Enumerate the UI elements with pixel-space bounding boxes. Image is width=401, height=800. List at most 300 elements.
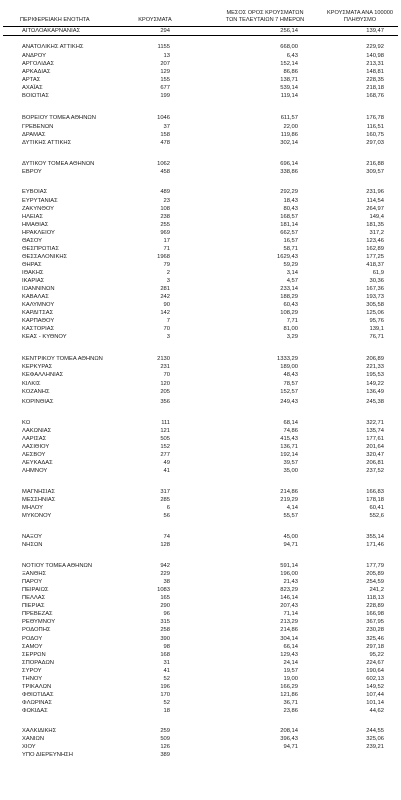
region-name: ΧΙΟΥ: [22, 744, 36, 750]
per-100k-value: 213,31: [366, 61, 384, 67]
table-row: [0, 570, 401, 578]
cases-value: 126: [160, 744, 170, 750]
avg-7day-value: 66,14: [283, 644, 298, 650]
region-name: ΑΝΑΤΟΛΙΚΗΣ ΑΤΤΙΚΗΣ: [22, 44, 84, 50]
table-row: [0, 253, 401, 261]
table-row: [0, 427, 401, 435]
avg-7day-value: 55,57: [283, 513, 298, 519]
header-per-line2: ΠΛΗΘΥΣΜΟ: [343, 17, 377, 23]
region-name: ΡΕΘΥΜΝΟΥ: [22, 619, 56, 625]
avg-7day-value: 23,86: [283, 708, 298, 714]
avg-7day-value: 662,57: [280, 230, 298, 236]
cases-value: 3: [166, 278, 170, 284]
region-name: ΛΗΜΝΟΥ: [22, 468, 48, 474]
cases-value: 290: [160, 603, 170, 609]
cases-value: 70: [163, 326, 170, 332]
per-100k-value: 228,35: [366, 77, 384, 83]
region-name: ΗΡΑΚΛΕΙΟΥ: [22, 230, 55, 236]
table-row: [0, 443, 401, 451]
avg-7day-value: 78,57: [283, 381, 298, 387]
per-100k-value: 241,2: [369, 587, 384, 593]
per-100k-value: 206,89: [366, 356, 384, 362]
region-name: ΗΛΕΙΑΣ: [22, 214, 43, 220]
per-100k-value: 114,54: [366, 198, 384, 204]
cases-value: 6: [166, 505, 170, 511]
region-name: ΣΠΟΡΑΔΩΝ: [22, 660, 54, 666]
cases-value: 1968: [157, 254, 170, 260]
table-row: [0, 197, 401, 205]
table-row: [0, 380, 401, 388]
table-row: [0, 52, 401, 60]
per-100k-value: 193,73: [366, 294, 384, 300]
region-name: ΛΕΣΒΟΥ: [22, 452, 46, 458]
per-100k-value: 229,92: [366, 44, 384, 50]
table-row: [0, 751, 401, 759]
table-row: [0, 325, 401, 333]
cases-value: 231: [160, 364, 170, 370]
cases-value: 389: [160, 752, 170, 758]
region-name: ΝΟΤΙΟΥ ΤΟΜΕΑ ΑΘΗΝΩΝ: [22, 563, 93, 569]
avg-7day-value: 1333,29: [277, 356, 298, 362]
cases-value: 128: [160, 542, 170, 548]
region-name: ΑΡΓΟΛΙΔΑΣ: [22, 61, 55, 67]
per-100k-value: 136,49: [366, 389, 384, 395]
region-name: ΚΟΖΑΝΗΣ: [22, 389, 50, 395]
region-name: ΙΩΑΝΝΙΝΩΝ: [22, 286, 55, 292]
table-row: [0, 496, 401, 504]
per-100k-value: 139,47: [366, 28, 384, 34]
table-row: [0, 317, 401, 325]
cases-value: 317: [160, 489, 170, 495]
region-name: ΣΥΡΟΥ: [22, 668, 42, 674]
per-100k-value: 125,06: [366, 310, 384, 316]
cases-value: 152: [160, 444, 170, 450]
region-name: ΙΚΑΡΙΑΣ: [22, 278, 45, 284]
region-name: ΠΑΡΟΥ: [22, 579, 43, 585]
cases-value: 165: [160, 595, 170, 601]
header-cases: ΚΡΟΥΣΜΑΤΑ: [138, 17, 172, 23]
table-row: [0, 168, 401, 176]
table-row: [0, 131, 401, 139]
region-name: ΚΕΝΤΡΙΚΟΥ ΤΟΜΕΑ ΑΘΗΝΩΝ: [22, 356, 103, 362]
avg-7day-value: 213,29: [280, 619, 298, 625]
table-row: [0, 398, 401, 406]
header-avg-line1: ΜΕΣΟΣ ΟΡΟΣ ΚΡΟΥΣΜΑΤΩΝ: [226, 10, 304, 16]
per-100k-value: 167,36: [366, 286, 384, 292]
table-row: [0, 488, 401, 496]
cases-value: 505: [160, 436, 170, 442]
per-100k-value: 320,47: [366, 452, 384, 458]
region-name: ΚΩ: [22, 420, 31, 426]
cases-value: 242: [160, 294, 170, 300]
per-100k-value: 140,98: [366, 53, 384, 59]
avg-7day-value: 611,57: [280, 115, 298, 121]
avg-7day-value: 71,14: [283, 611, 298, 617]
region-name: ΚΑΣΤΟΡΙΑΣ: [22, 326, 55, 332]
cases-value: 259: [160, 728, 170, 734]
region-name: ΡΟΔΟΥ: [22, 636, 43, 642]
cases-value: 205: [160, 389, 170, 395]
cases-value: 142: [160, 310, 170, 316]
cases-value: 98: [163, 644, 170, 650]
cases-value: 170: [160, 692, 170, 698]
per-100k-value: 322,71: [366, 420, 384, 426]
region-name: ΚΙΛΚΙΣ: [22, 381, 41, 387]
table-row: [0, 293, 401, 301]
avg-7day-value: 192,14: [280, 452, 298, 458]
per-100k-value: 239,21: [366, 744, 384, 750]
cases-value: 1062: [157, 161, 170, 167]
table-row: [0, 213, 401, 221]
cases-value: 120: [160, 381, 170, 387]
cases-value: 285: [160, 497, 170, 503]
region-name: ΣΕΡΡΩΝ: [22, 652, 46, 658]
table-row: [0, 562, 401, 570]
cases-value: 96: [163, 611, 170, 617]
cases-value: 31: [163, 660, 170, 666]
cases-value: 356: [160, 399, 170, 405]
region-name: ΗΜΑΘΙΑΣ: [22, 222, 49, 228]
per-100k-value: 178,18: [366, 497, 384, 503]
region-name: ΜΗΛΟΥ: [22, 505, 43, 511]
table-row: [0, 735, 401, 743]
cases-value: 38: [163, 579, 170, 585]
table-row: [0, 371, 401, 379]
cases-value: 390: [160, 636, 170, 642]
cases-value: 52: [163, 700, 170, 706]
cases-value: 281: [160, 286, 170, 292]
cases-value: 942: [160, 563, 170, 569]
region-name: ΚΕΦΑΛΛΗΝΙΑΣ: [22, 372, 64, 378]
cases-value: 155: [160, 77, 170, 83]
avg-7day-value: 591,14: [280, 563, 298, 569]
avg-7day-value: 219,29: [280, 497, 298, 503]
table-row: [0, 355, 401, 363]
table-row: [0, 245, 401, 253]
per-100k-value: 195,53: [366, 372, 384, 378]
avg-7day-value: 58,71: [283, 246, 298, 252]
region-name: ΤΡΙΚΑΛΩΝ: [22, 684, 52, 690]
per-100k-value: 325,46: [366, 636, 384, 642]
per-100k-value: 230,28: [366, 627, 384, 633]
per-100k-value: 190,64: [366, 668, 384, 674]
avg-7day-value: 214,86: [280, 489, 298, 495]
per-100k-value: 148,81: [366, 69, 384, 75]
region-name: ΕΒΡΟΥ: [22, 169, 42, 175]
table-row: [0, 419, 401, 427]
region-name: ΞΑΝΘΗΣ: [22, 571, 47, 577]
avg-7day-value: 94,71: [283, 542, 298, 548]
per-100k-value: 135,74: [366, 428, 384, 434]
region-name: ΒΟΙΩΤΙΑΣ: [22, 93, 49, 99]
avg-7day-value: 823,29: [280, 587, 298, 593]
avg-7day-value: 668,00: [280, 44, 298, 50]
cases-value: 71: [163, 246, 170, 252]
table-row: [0, 188, 401, 196]
per-100k-value: 107,44: [366, 692, 384, 698]
table-row: [0, 667, 401, 675]
region-name: ΦΩΚΙΔΑΣ: [22, 708, 48, 714]
cases-value: 90: [163, 302, 170, 308]
per-100k-value: 149,52: [366, 684, 384, 690]
table-row: [0, 114, 401, 122]
cases-value: 158: [160, 132, 170, 138]
per-100k-value: 216,88: [366, 161, 384, 167]
region-name: ΔΡΑΜΑΣ: [22, 132, 46, 138]
per-100k-value: 309,57: [366, 169, 384, 175]
avg-7day-value: 189,00: [280, 364, 298, 370]
per-100k-value: 418,37: [366, 262, 384, 268]
avg-7day-value: 146,14: [280, 595, 298, 601]
cases-value: 969: [160, 230, 170, 236]
per-100k-value: 221,33: [366, 364, 384, 370]
table-row: [0, 578, 401, 586]
table-row: [0, 743, 401, 751]
per-100k-value: 166,83: [366, 489, 384, 495]
per-100k-value: 181,35: [366, 222, 384, 228]
per-100k-value: 44,62: [369, 708, 384, 714]
per-100k-value: 171,46: [366, 542, 384, 548]
cases-value: 2130: [157, 356, 170, 362]
per-100k-value: 149,4: [369, 214, 384, 220]
header-avg-line2: ΤΩΝ ΤΕΛΕΥΤΑΙΩΝ 7 ΗΜΕΡΩΝ: [225, 17, 305, 23]
region-name: ΔΥΤΙΚΟΥ ΤΟΜΕΑ ΑΘΗΝΩΝ: [22, 161, 95, 167]
per-100k-value: 177,25: [366, 254, 384, 260]
avg-7day-value: 36,71: [283, 700, 298, 706]
region-name: ΜΕΣΣΗΝΙΑΣ: [22, 497, 56, 503]
region-name: ΠΙΕΡΙΑΣ: [22, 603, 45, 609]
cases-value: 56: [163, 513, 170, 519]
avg-7day-value: 3,14: [286, 270, 298, 276]
table-row: [0, 269, 401, 277]
avg-7day-value: 60,43: [283, 302, 298, 308]
table-row: [0, 123, 401, 131]
cases-value: 70: [163, 372, 170, 378]
region-name: ΖΑΚΥΝΘΟΥ: [22, 206, 55, 212]
cases-value: 111: [161, 420, 170, 426]
table-row: [0, 635, 401, 643]
per-100k-value: 206,81: [366, 460, 384, 466]
table-row: [0, 675, 401, 683]
region-name: ΙΘΑΚΗΣ: [22, 270, 44, 276]
avg-7day-value: 16,57: [283, 238, 298, 244]
per-100k-value: 244,55: [366, 728, 384, 734]
table-row: [0, 683, 401, 691]
table-row: [0, 285, 401, 293]
avg-7day-value: 86,86: [283, 69, 298, 75]
region-name: ΛΑΣΙΘΙΟΥ: [22, 444, 50, 450]
per-100k-value: 254,59: [366, 579, 384, 585]
avg-7day-value: 214,86: [280, 627, 298, 633]
region-name: ΘΑΣΟΥ: [22, 238, 43, 244]
avg-7day-value: 249,43: [280, 399, 298, 405]
per-100k-value: 367,95: [366, 619, 384, 625]
avg-7day-value: 48,43: [283, 372, 298, 378]
region-name: ΜΑΓΝΗΣΙΑΣ: [22, 489, 55, 495]
cases-value: 677: [160, 85, 170, 91]
cases-value: 79: [163, 262, 170, 268]
per-100k-value: 355,14: [366, 534, 384, 540]
table-row: [0, 43, 401, 51]
table-row: [0, 691, 401, 699]
cases-value: 315: [160, 619, 170, 625]
region-name: ΓΡΕΒΕΝΩΝ: [22, 124, 54, 130]
table-row: [0, 459, 401, 467]
table-row: [0, 602, 401, 610]
region-name: ΑΙΤΩΛΟΑΚΑΡΝΑΝΙΑΣ: [22, 28, 81, 34]
cases-value: 294: [160, 28, 170, 34]
per-100k-value: 297,18: [366, 644, 384, 650]
region-name: ΔΥΤΙΚΗΣ ΑΤΤΙΚΗΣ: [22, 140, 72, 146]
table-row: [0, 68, 401, 76]
region-name: ΧΑΝΙΩΝ: [22, 736, 45, 742]
avg-7day-value: 168,57: [280, 214, 298, 220]
avg-7day-value: 3,29: [286, 334, 298, 340]
table-row: [0, 261, 401, 269]
region-name: ΑΧΑΪΑΣ: [22, 85, 43, 91]
per-100k-value: 139,1: [369, 326, 384, 332]
avg-7day-value: 4,57: [286, 278, 298, 284]
table-row: [0, 92, 401, 100]
table-row: [0, 533, 401, 541]
avg-7day-value: 119,86: [280, 132, 298, 138]
cases-value: 229: [160, 571, 170, 577]
cases-value: 129: [160, 69, 170, 75]
per-100k-value: 176,78: [366, 115, 384, 121]
cases-value: 49: [163, 460, 170, 466]
per-100k-value: 30,36: [369, 278, 384, 284]
avg-7day-value: 18,43: [283, 198, 298, 204]
avg-7day-value: 19,00: [283, 676, 298, 682]
table-row: [0, 229, 401, 237]
avg-7day-value: 304,14: [280, 636, 298, 642]
per-100k-value: 264,97: [366, 206, 384, 212]
avg-7day-value: 39,57: [283, 460, 298, 466]
avg-7day-value: 80,43: [283, 206, 298, 212]
region-name: ΥΠΟ ΔΙΕΡΕΥΝΗΣΗ: [22, 752, 73, 758]
table-row: [0, 618, 401, 626]
per-100k-value: 552,6: [369, 513, 384, 519]
per-100k-value: 245,38: [366, 399, 384, 405]
cases-value: 17: [163, 238, 170, 244]
cases-value: 37: [163, 124, 170, 130]
table-row: [0, 237, 401, 245]
table-row: [0, 388, 401, 396]
avg-7day-value: 45,00: [283, 534, 298, 540]
avg-7day-value: 81,00: [283, 326, 298, 332]
region-name: ΑΡΚΑΔΙΑΣ: [22, 69, 51, 75]
table-row: [0, 221, 401, 229]
table-row: [0, 309, 401, 317]
per-100k-value: 297,03: [366, 140, 384, 146]
avg-7day-value: 68,14: [283, 420, 298, 426]
avg-7day-value: 152,14: [280, 61, 298, 67]
cases-value: 74: [163, 534, 170, 540]
cases-value: 52: [163, 676, 170, 682]
per-100k-value: 118,13: [366, 595, 384, 601]
avg-7day-value: 21,43: [283, 579, 298, 585]
avg-7day-value: 22,00: [283, 124, 298, 130]
region-name: ΚΕΡΚΥΡΑΣ: [22, 364, 53, 370]
region-name: ΘΕΣΠΡΩΤΙΑΣ: [22, 246, 59, 252]
header-region: ΠΕΡΙΦΕΡΕΙΑΚΗ ΕΝΟΤΗΤΑ: [20, 17, 90, 23]
table-row: [0, 333, 401, 341]
row-divider: [3, 35, 398, 36]
region-name: ΠΡΕΒΕΖΑΣ: [22, 611, 53, 617]
per-100k-value: 177,79: [366, 563, 384, 569]
per-100k-value: 177,61: [366, 436, 384, 442]
region-name: ΣΑΜΟΥ: [22, 644, 43, 650]
cases-value: 2: [166, 270, 170, 276]
header-per-line1: ΚΡΟΥΣΜΑΤΑ ΑΝΑ 100000: [327, 10, 393, 16]
avg-7day-value: 129,43: [280, 652, 298, 658]
cases-value: 41: [163, 668, 170, 674]
table-row: [0, 651, 401, 659]
per-100k-value: 60,41: [369, 505, 384, 511]
per-100k-value: 205,89: [366, 571, 384, 577]
region-name: ΛΕΥΚΑΔΑΣ: [22, 460, 53, 466]
cases-value: 41: [163, 468, 170, 474]
region-name: ΕΥΡΥΤΑΝΙΑΣ: [22, 198, 58, 204]
table-row: [0, 541, 401, 549]
region-name: ΘΕΣΣΑΛΟΝΙΚΗΣ: [22, 254, 68, 260]
region-name: ΚΕΑΣ - ΚΥΘΝΟΥ: [22, 334, 67, 340]
region-name: ΚΟΡΙΝΘΙΑΣ: [22, 399, 54, 405]
avg-7day-value: 136,71: [280, 444, 298, 450]
per-100k-value: 228,89: [366, 603, 384, 609]
cases-value: 108: [160, 206, 170, 212]
avg-7day-value: 1629,43: [277, 254, 298, 260]
region-name: ΑΡΤΑΣ: [22, 77, 41, 83]
cases-value: 478: [160, 140, 170, 146]
region-name: ΘΗΡΑΣ: [22, 262, 42, 268]
per-100k-value: 305,58: [366, 302, 384, 308]
per-100k-value: 201,64: [366, 444, 384, 450]
table-row: [0, 610, 401, 618]
cases-value: 3: [166, 334, 170, 340]
cases-value: 121: [160, 428, 170, 434]
region-name: ΚΑΛΥΜΝΟΥ: [22, 302, 55, 308]
per-100k-value: 218,18: [366, 85, 384, 91]
table-row: [0, 160, 401, 168]
per-100k-value: 61,9: [372, 270, 384, 276]
cases-value: 7: [166, 318, 170, 324]
cases-value: 277: [160, 452, 170, 458]
per-100k-value: 95,76: [369, 318, 384, 324]
per-100k-value: 168,76: [366, 93, 384, 99]
table-row: [0, 727, 401, 735]
table-row: [0, 84, 401, 92]
per-100k-value: 224,67: [366, 660, 384, 666]
table-row: [0, 363, 401, 371]
per-100k-value: 231,96: [366, 189, 384, 195]
per-100k-value: 149,22: [366, 381, 384, 387]
avg-7day-value: 696,14: [280, 161, 298, 167]
avg-7day-value: 338,86: [280, 169, 298, 175]
avg-7day-value: 188,29: [280, 294, 298, 300]
cases-value: 168: [160, 652, 170, 658]
table-row: [0, 626, 401, 634]
per-100k-value: 317,2: [369, 230, 384, 236]
region-name: ΒΟΡΕΙΟΥ ΤΟΜΕΑ ΑΘΗΝΩΝ: [22, 115, 96, 121]
avg-7day-value: 539,14: [280, 85, 298, 91]
avg-7day-value: 208,14: [280, 728, 298, 734]
table-row: [0, 139, 401, 147]
region-name: ΠΕΙΡΑΙΩΣ: [22, 587, 49, 593]
region-name: ΛΑΚΩΝΙΑΣ: [22, 428, 52, 434]
cases-value: 199: [160, 93, 170, 99]
table-row: [0, 435, 401, 443]
